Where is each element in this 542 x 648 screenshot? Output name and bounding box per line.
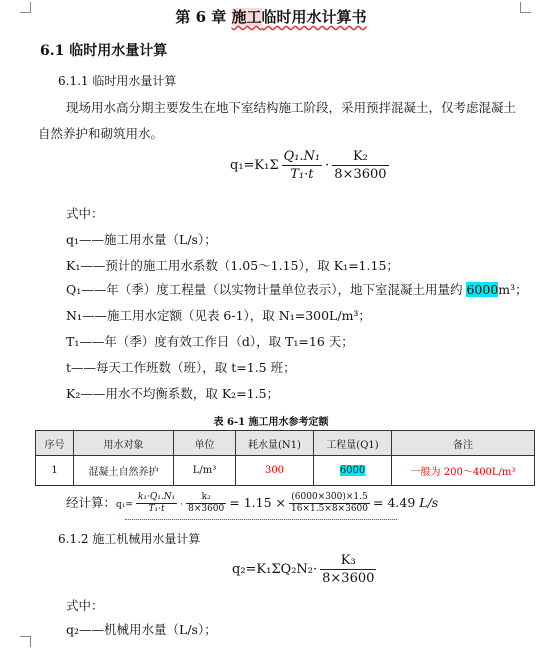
- table-cell: 混凝土自然养护: [74, 456, 174, 486]
- shizhong-label: 式中：: [66, 206, 104, 221]
- section-6-1-heading: 6.1 临时用水量计算: [40, 43, 168, 59]
- water-quota-table: [35, 430, 535, 486]
- formula-q2-lhs: q₂=K₁ΣQ₂N₂·: [232, 562, 318, 577]
- section-6-1-2-heading: 6.1.2 施工机械用水量计算: [58, 532, 201, 546]
- calc-f1-den: T₁·t: [148, 504, 165, 514]
- def-t: t——每天工作班数（班），取 t=1.5 班；: [66, 360, 296, 375]
- table-cell-quantity: [314, 456, 392, 486]
- chapter-prefix: 第 6 章: [175, 8, 232, 26]
- calc-lhs: q₁=: [116, 500, 133, 510]
- def-q1: q₁——施工用水量（L/s）；: [66, 232, 217, 247]
- calc-f2-den: 8×3600: [188, 504, 225, 514]
- calc-underline: [125, 519, 397, 520]
- calc-f3-num: (6000×300)×1.5: [289, 492, 370, 504]
- corner-mark-bottom-left: [20, 636, 31, 647]
- calc-fraction-1: [136, 492, 177, 515]
- chapter-rest: 临时用水计算书: [261, 8, 367, 26]
- calc-f1-num: k₁·Q₁.N₁: [137, 492, 176, 502]
- formula-q1-denominator2: 8×3600: [334, 167, 387, 182]
- shizhong-label-2: 式中：: [66, 598, 104, 613]
- def-Q1: [66, 280, 528, 298]
- header-cell: 单位: [174, 431, 236, 456]
- formula-q2-denominator: 8×3600: [322, 571, 375, 586]
- formula-q1-dot: ·: [325, 158, 330, 173]
- table-title: 表 6-1 施工用水参考定额: [213, 417, 329, 428]
- def-Q1-post: m³；: [498, 282, 528, 297]
- header-cell: 用水对象: [74, 431, 174, 456]
- formula-q1-lhs: q₁=K₁Σ: [230, 158, 279, 173]
- calc-line: 经计算：q₁= $\frac{\text{k₁·Q₁.N₁}}{\text{T₁·t}}$ · $\frac{\text{k₂}}{8\times 3600}$ = 1.15 × $\frac{(6000\times 300)\times 1.5}{16\times 1.5\times 8\times 3600}$ = 4.49 L/s: [66, 492, 439, 514]
- def-k2: K₂——用水不均衡系数，取 K₂=1.5；: [66, 386, 280, 401]
- calc-f2-num: k₂: [186, 492, 226, 504]
- section-6-1-1-heading: 6.1.1 临时用水量计算: [58, 74, 177, 88]
- def-n1: N₁——施工用水定额（见表 6-1），取 N₁=300L/m³；: [66, 308, 371, 323]
- calc-fraction-2: [186, 492, 226, 515]
- header-cell: 序号: [36, 431, 74, 456]
- calc-result: = 4.49: [373, 495, 416, 510]
- intro-line-1: 现场用水高分期主要发生在地下室结构施工阶段，采用预拌混凝土，仅考虑混凝土: [66, 100, 517, 115]
- formula-q1-fraction: [282, 148, 323, 183]
- calc-mid: = 1.15 ×: [229, 495, 286, 510]
- formula-q2-fraction: [320, 552, 376, 587]
- table-cell: 300: [236, 456, 314, 486]
- chapter-title: [0, 6, 542, 27]
- def-k1: K₁——预计的施工用水系数（1.05～1.15），取 K₁=1.15；: [66, 258, 399, 273]
- formula-q2-numerator: K₃: [320, 552, 376, 570]
- def-Q1-highlight: 6000: [466, 282, 499, 297]
- header-cell: 耗水量(N1): [236, 431, 314, 456]
- intro-line-2: 自然养护和砌筑用水。: [38, 126, 164, 141]
- formula-q2: [232, 552, 379, 587]
- table-header-row: [36, 431, 535, 456]
- calc-fraction-3: [289, 492, 370, 515]
- header-cell: 备注: [392, 431, 535, 456]
- table-cell: L/m³: [174, 456, 236, 486]
- header-cell: 工程量(Q1): [314, 431, 392, 456]
- calc-f3-den: 16×1.5×8×3600: [290, 504, 369, 514]
- calc-unit: L/s: [419, 495, 439, 510]
- chapter-highlight: 施工: [231, 8, 262, 26]
- formula-q1-numerator2: K₂: [332, 148, 388, 166]
- formula-q1-fraction2: [332, 148, 388, 183]
- formula-q1: [230, 148, 392, 183]
- formula-q1-numerator: Q₁.N₁: [283, 149, 321, 164]
- def-Q1-pre: Q₁——年（季）度工程量（以实物计量单位表示），地下室混凝土用量约: [66, 282, 467, 297]
- formula-q1-denominator: T₁·t: [290, 167, 314, 182]
- table-cell: 1: [36, 456, 74, 486]
- table-cell-remark: 一般为 200～400L/m³: [392, 456, 535, 486]
- calc-label: 经计算：: [66, 495, 117, 510]
- table-row: [36, 456, 535, 486]
- quantity-highlight: 6000: [339, 465, 366, 476]
- def-q2: q₂——机械用水量（L/s）；: [66, 622, 217, 637]
- def-t1: T₁——年（季）度有效工作日（d），取 T₁=16 天；: [66, 334, 354, 349]
